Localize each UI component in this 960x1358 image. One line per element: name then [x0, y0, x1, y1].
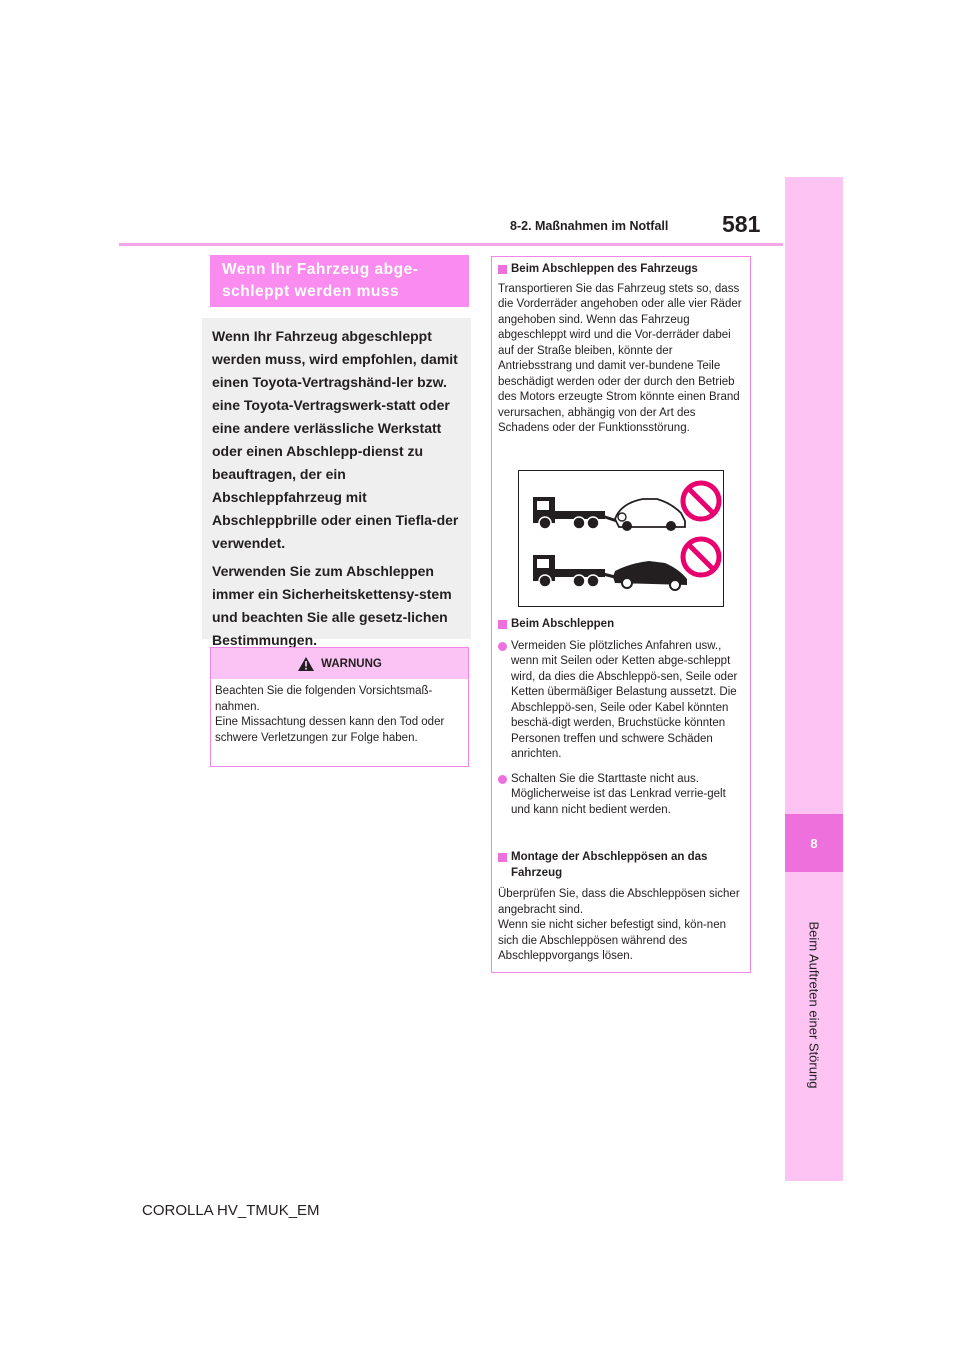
intro-paragraph-2: Verwenden Sie zum Abschleppen immer ein Sicherheitskettensy-stem und beachten Sie alle gesetz-lichen Bestimmungen. — [212, 563, 452, 648]
warning-header — [211, 648, 468, 679]
warning-line-2: Eine Missachtung dessen kann den Tod oder schwere Verletzungen zur Folge haben. — [215, 716, 445, 744]
warning-title: WARNUNG — [321, 657, 382, 670]
round-bullet-icon — [498, 775, 507, 784]
towing-illustration — [518, 470, 724, 607]
section-heading: Wenn Ihr Fahrzeug abge-schleppt werden muss — [210, 255, 469, 307]
square-bullet-icon — [498, 853, 507, 862]
intro-box — [202, 318, 471, 648]
prohibited-icon — [683, 539, 719, 575]
chapter-title-vertical: Beim Auftreten einer Störung — [806, 921, 822, 1089]
square-bullet-icon — [498, 265, 507, 274]
subsection-text: Wenn sie nicht sicher befestigt sind, kön-nen sich die Abschleppösen während des Abschleppvorgangs lösen. — [498, 919, 726, 962]
subsection-title: Beim Abschleppen des Fahrzeugs — [511, 263, 698, 275]
subsection-text: Überprüfen Sie, dass die Abschleppösen sicher angebracht sind. — [498, 888, 740, 916]
subsection-tow-eyelets — [498, 850, 744, 965]
warning-triangle-icon — [297, 656, 315, 672]
round-bullet-icon — [498, 642, 507, 651]
subsection-towing-vehicle — [498, 262, 744, 437]
car-rear-lifted-icon — [613, 561, 687, 590]
chapter-number-tab[interactable]: 8 — [785, 814, 843, 872]
bullet-text: Vermeiden Sie plötzliches Anfahren usw., wenn mit Seilen oder Ketten abge-schleppt wird, da dies die Abschleppö-sen, Seile oder Ketten übermäßiger Belastung aussetzt. Die Abschleppö-sen, Seile oder Kabel könnten beschä-digt werden, Bruchstücke könnten Personen treffen und schwere Schäden anrichten. — [511, 639, 738, 760]
section-title: 8-2. Maßnahmen im Notfall — [510, 219, 669, 233]
footer-model-code: COROLLA HV_TMUK_EM — [142, 1202, 320, 1219]
car-lifted-icon — [615, 499, 685, 531]
prohibited-icon — [683, 483, 719, 519]
bullet-text: Schalten Sie die Starttaste nicht aus. Möglicherweise ist das Lenkrad verrie-gelt und kann nicht bedient werden. — [511, 772, 726, 816]
subsection-text: Transportieren Sie das Fahrzeug stets so, dass die Vorderräder angehoben oder alle vier Räder angehoben sind. Wenn das Fahrzeug abgeschleppt wird und die Vor-derräder dabei auf der Straße bleiben, könnte der Antriebsstrang und damit ver-bundene Teile beschädigt werden oder der durch den Betrieb des Motors erzeugte Strom könnte einen Brand verursachen, abhängig von der Art des Schadens oder der Funktionsstörung. — [498, 282, 742, 434]
warning-text — [215, 684, 464, 746]
subsection-title: Beim Abschleppen — [511, 618, 615, 630]
subsection-towing — [498, 617, 744, 818]
header-rule — [119, 243, 783, 246]
tow-truck-icon — [533, 555, 615, 587]
square-bullet-icon — [498, 620, 507, 629]
subsection-title: Montage der Abschleppösen an das Fahrzeug — [511, 851, 708, 879]
warning-line-1: Beachten Sie die folgenden Vorsichtsmaß-nahmen. — [215, 685, 433, 713]
tow-truck-icon — [533, 497, 617, 529]
warning-box — [210, 647, 469, 767]
towing-info-box — [491, 256, 751, 973]
page-number: 581 — [722, 211, 761, 237]
intro-paragraph-1: Wenn Ihr Fahrzeug abgeschleppt werden muss, wird empfohlen, damit einen Toyota-Vertragshänd-ler bzw. eine Toyota-Vertragswerk-statt oder eine andere verlässliche Werkstatt oder einen Abschlepp-dienst zu beauftragen, der ein Abschleppfahrzeug mit Abschleppbrille oder einen Tiefla-der verwendet. — [212, 328, 459, 551]
